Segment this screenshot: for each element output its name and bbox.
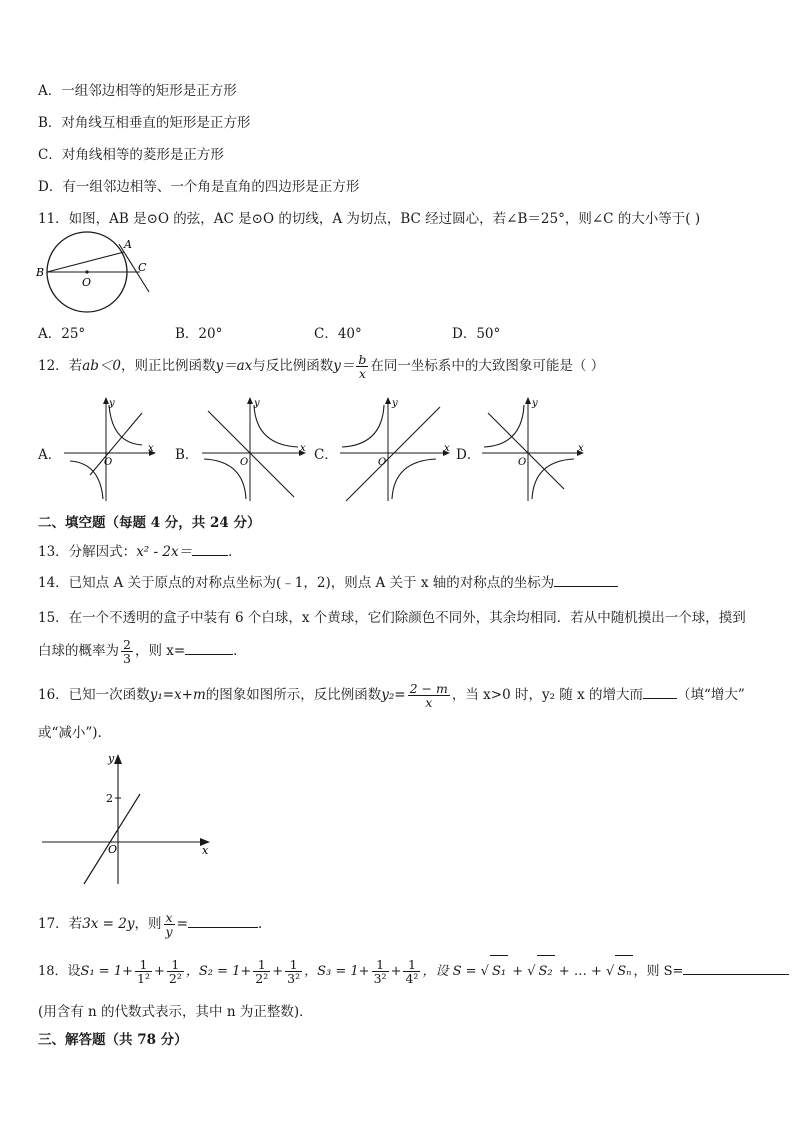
svg-text:x: x [202,844,209,857]
svg-text:x: x [578,443,584,454]
q12-option-a-label: A． [38,447,62,463]
q18-line2: (用含有 n 的代数式表示，其中 n 为正整数)． [38,1004,313,1020]
q16-line1: 16．已知一次函数y₁=x+m的图象如图所示，反比例函数y₂= $\frac{2 - m}{x}$ ，当 x>0 时，y₂ 随 x 的增大而 （填“增大” [38,681,745,710]
center-dot [85,270,88,273]
section-3-heading: 三、解答题（共 78 分） [38,1032,188,1048]
svg-text:y: y [109,398,115,409]
q16-line2: 或“减小”)． [38,725,112,741]
line-y1 [84,794,140,884]
q16-answer-blank[interactable] [643,684,677,699]
svg-text:O: O [240,457,249,468]
q15-answer-blank[interactable] [185,640,233,655]
q11-option-b: B．20° [175,326,223,342]
svg-text:y: y [532,398,538,409]
q12-stem: 12．若ab＜0，则正比例函数y＝ax与反比例函数y＝ $\frac{b}{x}$ 在同一坐标系中的大致图象可能是（ ） [38,352,605,381]
svg-text:O: O [518,457,527,468]
label-b: B [36,266,45,279]
q12-graph-a [60,395,160,503]
label-c: C [138,261,147,274]
q10-option-a: A．一组邻边相等的矩形是正方形 [38,83,237,99]
svg-text:x: x [148,443,154,454]
q11-option-d: D．50° [452,326,501,342]
q14-answer-blank[interactable] [554,572,618,587]
q10-option-c: C．对角线相等的菱形是正方形 [38,147,224,163]
svg-text:y: y [108,752,115,765]
q16-linear-graph [38,752,218,886]
label-a: A [124,238,132,251]
q15-line1: 15．在一个不透明的盒子中装有 6 个白球，x 个黄球，它们除颜色不同外，其余均相同．若从中随机摸出一个球，摸到 [38,610,746,626]
svg-text:O: O [108,843,118,856]
label-o: O [82,276,92,289]
q11-option-c: C．40° [314,326,362,342]
segment-ab [47,252,124,272]
q12-graph-c [336,395,456,503]
q11-option-a: A．25° [38,326,86,342]
svg-text:O: O [378,457,387,468]
q14-stem: 14．已知点 A 关于原点的对称点坐标为(﹣1，2)，则点 A 关于 x 轴的对称点的坐标为 [38,572,618,592]
q11-circle-figure [34,230,160,320]
q10-option-b: B．对角线互相垂直的矩形是正方形 [38,115,251,131]
q17-answer-blank[interactable] [188,913,258,928]
q13-stem: 13．分解因式：x² - 2x＝ ． [38,541,242,561]
q13-answer-blank[interactable] [192,541,228,556]
q12-option-d-label: D． [456,447,481,463]
q12-graph-d [478,395,590,503]
svg-text:y: y [392,398,398,409]
q10-option-d: D．有一组邻边相等、一个角是直角的四边形是正方形 [38,179,360,195]
section-2-heading: 二、填空题（每题 4 分，共 24 分） [38,515,261,531]
svg-text:x: x [444,443,450,454]
q17-stem: 17．若3x = 2y，则 $\frac{x}{y}$ = . [38,910,263,939]
q15-line2: 白球的概率为 $\frac{2}{3}$ ，则 x= ． [38,637,247,666]
svg-text:O: O [104,457,113,468]
svg-text:x: x [300,443,306,454]
q12-option-b-label: B． [175,447,199,463]
q18-line1: 18．设S₁ = 1+ $\frac{1}{\text{1²}}$ + $\frac{1}{\text{2²}}$ ，S₂ = 1+ $\frac{1}{\text{2²}}$ + $\frac{1}{\text{3²}}$ ，S₃ = 1+ $\frac{1}{\text{3²}}$ + $\frac{1}{\text{4²}}$ ，设 S = √ S₁ + √ S₂ + … + √ Sₙ ，则 S= [38,955,789,988]
q11-stem: 11．如图，AB 是⊙O 的弦，AC 是⊙O 的切线，A 为切点，BC 经过圆心，若∠B＝25°，则∠C 的大小等于( ) [38,211,701,227]
svg-text:2: 2 [106,792,113,805]
svg-text:y: y [254,398,260,409]
q12-graph-b [198,395,310,503]
q18-answer-blank[interactable] [683,960,789,975]
q12-option-c-label: C． [314,447,338,463]
